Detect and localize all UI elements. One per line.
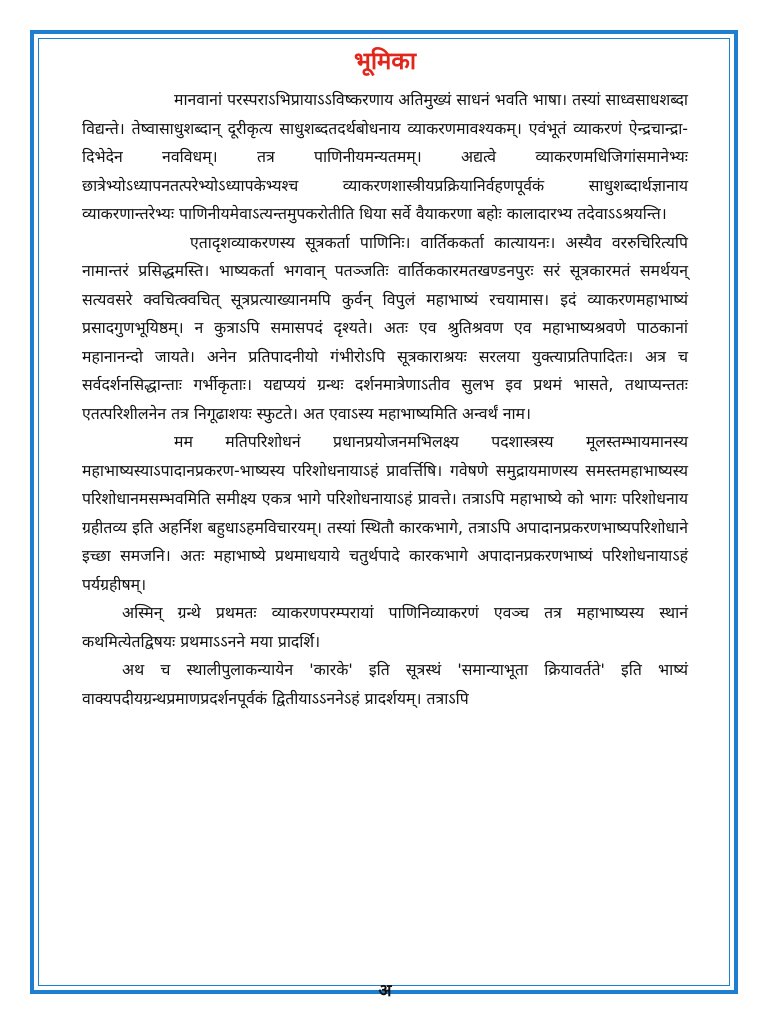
paragraph-1: मानवानां परस्पराऽभिप्रायाऽऽविष्करणाय अतिमुख्यं साधनं भवति भाषा। तस्यां साध्वसाधशब्दा विद्यन्ते। तेष्वासाधुशब्दान् दूरीकृत्य साधुशब्दतदर्थबोधनाय व्याकरणमावश्यकम्। एवंभूतं व्याकरणं ऐन्द्रचान्द्रा-दिभेदेन नवविधम्। तत्र पाणिनीयमन्यतमम्। अद्यत्वे व्याकरणमधिजिगांसमानेभ्यः छात्रेभ्योऽध्यापनतत्परेभ्योऽध्यापकेभ्यश्च व्याकरणशास्त्रीयप्रक्रियानिर्वहणपूर्वकं साधुशब्दार्थज्ञानाय व्याकरणान्तरेभ्यः पाणिनीयमेवाऽत्यन्तमुपकरोतीति धिया सर्वे वैयाकरणा बहोः कालादारभ्य तदेवाऽऽश्रयन्ति। <box>82 90 688 223</box>
page-title: भूमिका <box>353 47 417 75</box>
paragraph-4: अस्मिन् ग्रन्थे प्रथमतः व्याकरणपरम्परायां पाणिनिव्याकरणं एवञ्च तत्र महाभाष्यस्य स्थानं कथमित्येतद्विषयः प्रथमाऽऽनने मया प्रादर्शि। <box>82 603 688 651</box>
paragraph-2: एतादृशव्याकरणस्य सूत्रकर्ता पाणिनिः। वार्तिककर्ता कात्यायनः। अस्यैव वररुचिरित्यपि नामान्तरं प्रसिद्धमस्ति। भाष्यकर्ता भगवान् पतञ्जतिः वार्तिककारमतखण्डनपुरः सरं सूत्रकारमतं समर्थयन् सत्यवसरे क्वचित्क्वचित् सूत्रप्रत्याख्यानमपि कुर्वन् विपुलं महाभाष्यं रचयामास। इदं व्याकरणमहाभाष्यं प्रसादगुणभूयिष्ठम्। न कुत्राऽपि समासपदं दृश्यते। अतः एव श्रुतिश्रवण एव महाभाष्यश्रवणे पाठकानां महानानन्दो जायते। अनेन प्रतिपादनीयो गंभीरोऽपि सूत्रकाराश्रयः सरलया युक्त्याप्रतिपादितः। अत्र च सर्वदर्शनसिद्धान्ताः गर्भीकृताः। यद्यप्ययं ग्रन्थः दर्शनमात्रेणाऽतीव सुलभ इव प्रथमं भासते, तथाप्यन्ततः एतत्परिशीलनेन तत्र निगूढाशयः स्फुटते। अत एवाऽस्य महाभाष्यमिति अन्वर्थं नाम। <box>82 232 688 423</box>
page-number: अ <box>378 981 392 1001</box>
paragraph-5: अथ च स्थालीपुलाकन्यायेन 'कारके' इति सूत्रस्थं 'समान्याभूता क्रियावर्तते' इति भाष्यं वाक्यपदीयग्रन्थप्रमाणप्रदर्शनपूर्वकं द्वितीयाऽऽननेऽहं प्रादर्शयम्। तत्राऽपि <box>82 660 688 708</box>
paragraph-3: मम मतिपरिशोधनं प्रधानप्रयोजनमभिलक्ष्य पदशास्त्रस्य मूलस्तम्भायमानस्य महाभाष्यस्याऽपादानप्रकरण-भाष्यस्य परिशोधनायाऽहं प्रावर्त्तिषि। गवेषणे समुद्रायमाणस्य समस्तमहाभाष्यस्य परिशोधानमसम्भवमिति समीक्ष्य एकत्र भागे परिशोधनायाऽहं प्रावत्ते। तत्राऽपि महाभाष्ये को भागः परिशोधनाय ग्रहीतव्य इति अहर्निश बहुधाऽहमविचारयम्। तस्यां स्थितौ कारकभागे, तत्राऽपि अपादानप्रकरणभाष्यपरिशोधाने इच्छा समजनि। अतः महाभाष्ये प्रथमाधयाये चतुर्थपादे कारकभागे अपादानप्रकरणभाष्यं परिशोधनायाऽहं पर्यग्रहीषम्। <box>82 432 688 594</box>
page-content <box>82 44 688 1001</box>
